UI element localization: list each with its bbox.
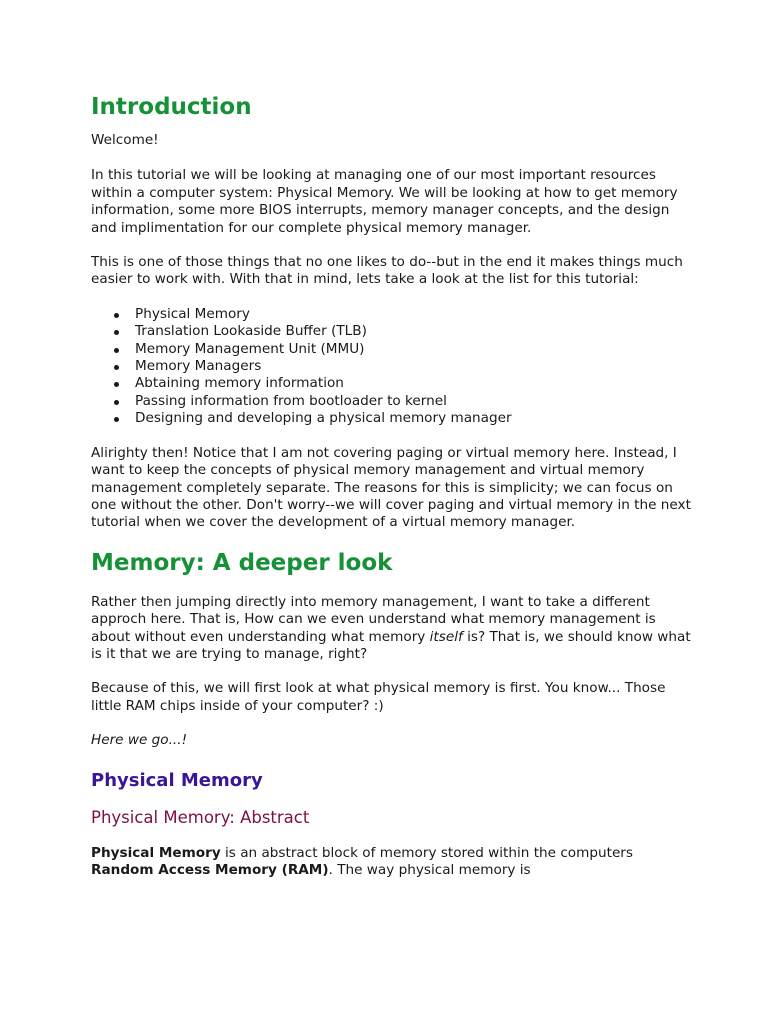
physical-paragraph-mid: is an abstract block of memory stored within the computers xyxy=(220,844,633,861)
heading-physical-memory: Physical Memory xyxy=(91,769,263,791)
deeper-paragraph-1-start: Rather then jumping directly into memory management, I want to take a different approch here. That is, How can we even understand what memory management is about without even understanding what memory xyxy=(91,593,656,645)
deeper-paragraph-1 xyxy=(91,594,691,664)
intro-paragraph-3: Alirighty then! Notice that I am not covering paging or virtual memory here. Instead, I want to keep the concepts of physical memory management and virtual memory management completely separate. The reasons for this is simplicity; we can focus on one without the other. Don't worry--we will cover paging and virtual memory in the next tutorial when we cover the development of a virtual memory manager. xyxy=(91,444,691,531)
list-item: Abtaining memory information xyxy=(135,375,691,392)
list-item: Memory Management Unit (MMU) xyxy=(135,341,691,358)
list-item: Passing information from bootloader to kernel xyxy=(135,393,691,410)
subheading-physical-memory-abstract: Physical Memory: Abstract xyxy=(91,807,310,827)
here-we-go-text: Here we go...! xyxy=(91,732,188,749)
topic-list xyxy=(91,306,691,428)
strong-physical-memory: Physical Memory xyxy=(91,844,221,861)
physical-paragraph-end: . The way physical memory is xyxy=(328,861,531,878)
heading-memory-deeper-look: Memory: A deeper look xyxy=(91,549,393,576)
emphasis-itself: itself xyxy=(429,628,463,645)
intro-paragraph-1: In this tutorial we will be looking at managing one of our most important resources within a computer system: Physical Memory. We will be looking at how to get memory information, some more BIOS interrupts, memory manager concepts, and the design and implimentation for our complete physical memory manager. xyxy=(91,167,678,236)
welcome-text: Welcome! xyxy=(91,132,159,148)
list-item: Translation Lookaside Buffer (TLB) xyxy=(135,323,691,340)
list-item: Designing and developing a physical memory manager xyxy=(135,410,691,427)
heading-introduction: Introduction xyxy=(91,94,252,120)
intro-paragraph-2: This is one of those things that no one likes to do--but in the end it makes things much easier to work with. With that in mind, lets take a look at the list for this tutorial: xyxy=(91,254,683,288)
deeper-paragraph-3 xyxy=(91,732,691,749)
deeper-paragraph-2: Because of this, we will first look at what physical memory is first. You know... Those little RAM chips inside of your computer? :) xyxy=(91,680,666,714)
strong-ram: Random Access Memory (RAM) xyxy=(91,861,329,878)
physical-paragraph xyxy=(91,845,691,880)
list-item: Memory Managers xyxy=(135,358,691,375)
document-page xyxy=(91,92,691,879)
list-item: Physical Memory xyxy=(135,306,691,323)
deeper-paragraph-1-end: is? That is, we should know what is it that we are trying to manage, right? xyxy=(91,628,691,662)
